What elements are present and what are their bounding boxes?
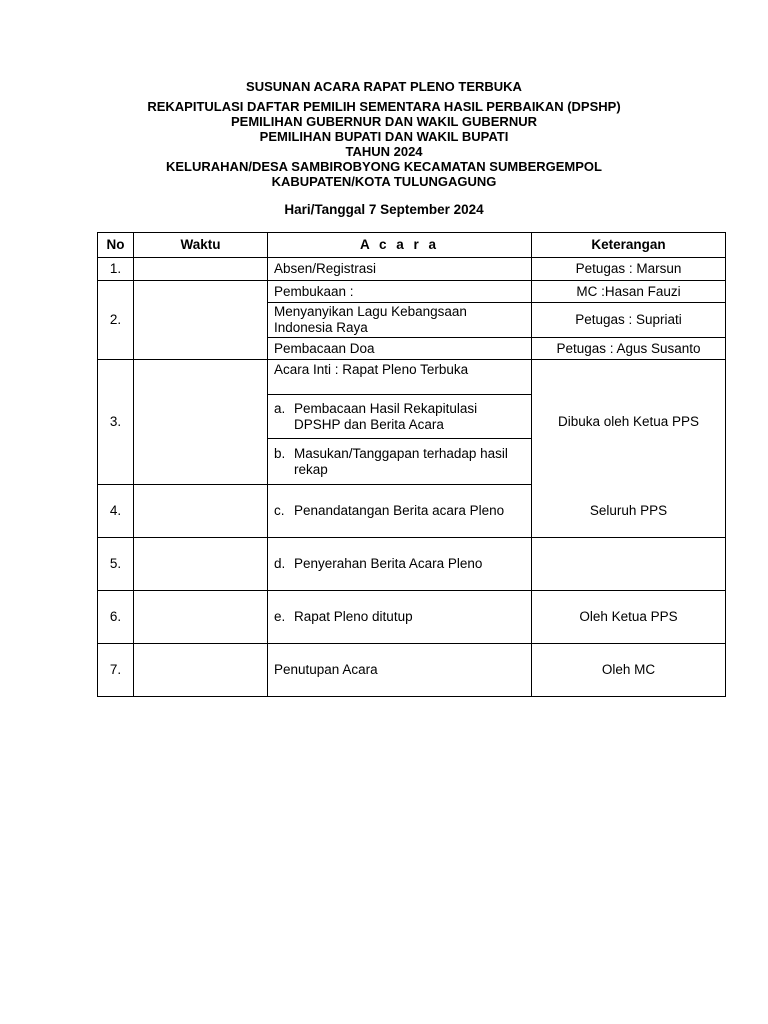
acara-sub-item [268,439,531,484]
acara-cell: Penutupan Acara [268,644,532,697]
keterangan-cell: Oleh Ketua PPS [532,591,726,644]
waktu-cell [134,258,268,281]
waktu-cell [134,538,268,591]
row-number: 6. [98,591,134,644]
table-row [98,258,726,281]
sub-item-text: Masukan/Tanggapan terhadap hasil rekap [294,445,508,477]
row-number: 5. [98,538,134,591]
col-header-no: No [98,233,134,258]
keterangan-cell: MC :Hasan Fauzi [532,281,726,303]
sub-item-text: Penandatangan Berita acara Pleno [294,503,505,518]
col-header-waktu: Waktu [134,233,268,258]
acara-cell: Absen/Registrasi [268,258,532,281]
heading-line-2: PEMILIHAN GUBERNUR DAN WAKIL GUBERNUR [231,114,537,129]
acara-cell [268,360,532,485]
date-line [0,202,768,217]
acara-main-line: Acara Inti : Rapat Pleno Terbuka [268,360,531,395]
keterangan-cell [532,538,726,591]
acara-cell: Menyanyikan Lagu Kebangsaan Indonesia Raya [268,303,532,338]
waktu-cell [134,360,268,485]
heading-line-5: KELURAHAN/DESA SAMBIROBYONG KECAMATAN SUMBERGEMPOL [166,159,602,174]
heading-line-6: KABUPATEN/KOTA TULUNGAGUNG [271,174,497,189]
sub-item-label: b. [274,445,286,461]
table-row [98,538,726,591]
heading-line-4: TAHUN 2024 [345,144,423,159]
col-header-keterangan: Keterangan [532,233,726,258]
table-header-row [98,233,726,258]
row-number: 2. [98,281,134,360]
keterangan-cell: Petugas : Agus Susanto [532,338,726,360]
row-number: 3. [98,360,134,485]
table-row [98,485,726,538]
acara-cell: Pembacaan Doa [268,338,532,360]
acara-cell: Pembukaan : [268,281,532,303]
waktu-cell [134,485,268,538]
waktu-cell [134,281,268,360]
acara-cell [268,485,532,538]
row-number: 1. [98,258,134,281]
table-row [98,591,726,644]
waktu-cell [134,591,268,644]
waktu-cell [134,644,268,697]
keterangan-cell: Dibuka oleh Ketua PPS [532,360,726,485]
table-row [98,360,726,485]
row-number: 7. [98,644,134,697]
keterangan-cell: Petugas : Marsun [532,258,726,281]
sub-item-label: a. [274,400,286,416]
sub-item-text: Penyerahan Berita Acara Pleno [294,556,483,571]
keterangan-cell: Petugas : Supriati [532,303,726,338]
acara-cell [268,591,532,644]
agenda-table [97,232,726,697]
table-row [98,281,726,303]
keterangan-cell: Seluruh PPS [532,485,726,538]
col-header-acara: A c a r a [268,233,532,258]
acara-sub-item [268,395,531,439]
heading-line-3: PEMILIHAN BUPATI DAN WAKIL BUPATI [259,129,509,144]
table-row [98,644,726,697]
sub-item-label: e. [274,609,286,624]
sub-item-text: Pembacaan Hasil Rekapitulasi DPSHP dan Berita Acara [294,400,478,432]
heading-line-1: REKAPITULASI DAFTAR PEMILIH SEMENTARA HASIL PERBAIKAN (DPSHP) [147,99,621,114]
sub-item-text: Rapat Pleno ditutup [294,609,413,624]
heading-block [0,99,768,189]
document-title [0,79,768,94]
acara-cell [268,538,532,591]
title-text: SUSUNAN ACARA RAPAT PLENO TERBUKA [246,79,522,94]
sub-item-label: d. [274,556,286,571]
keterangan-cell: Oleh MC [532,644,726,697]
date-text: Hari/Tanggal 7 September 2024 [284,202,484,217]
row-number: 4. [98,485,134,538]
sub-item-label: c. [274,503,285,518]
